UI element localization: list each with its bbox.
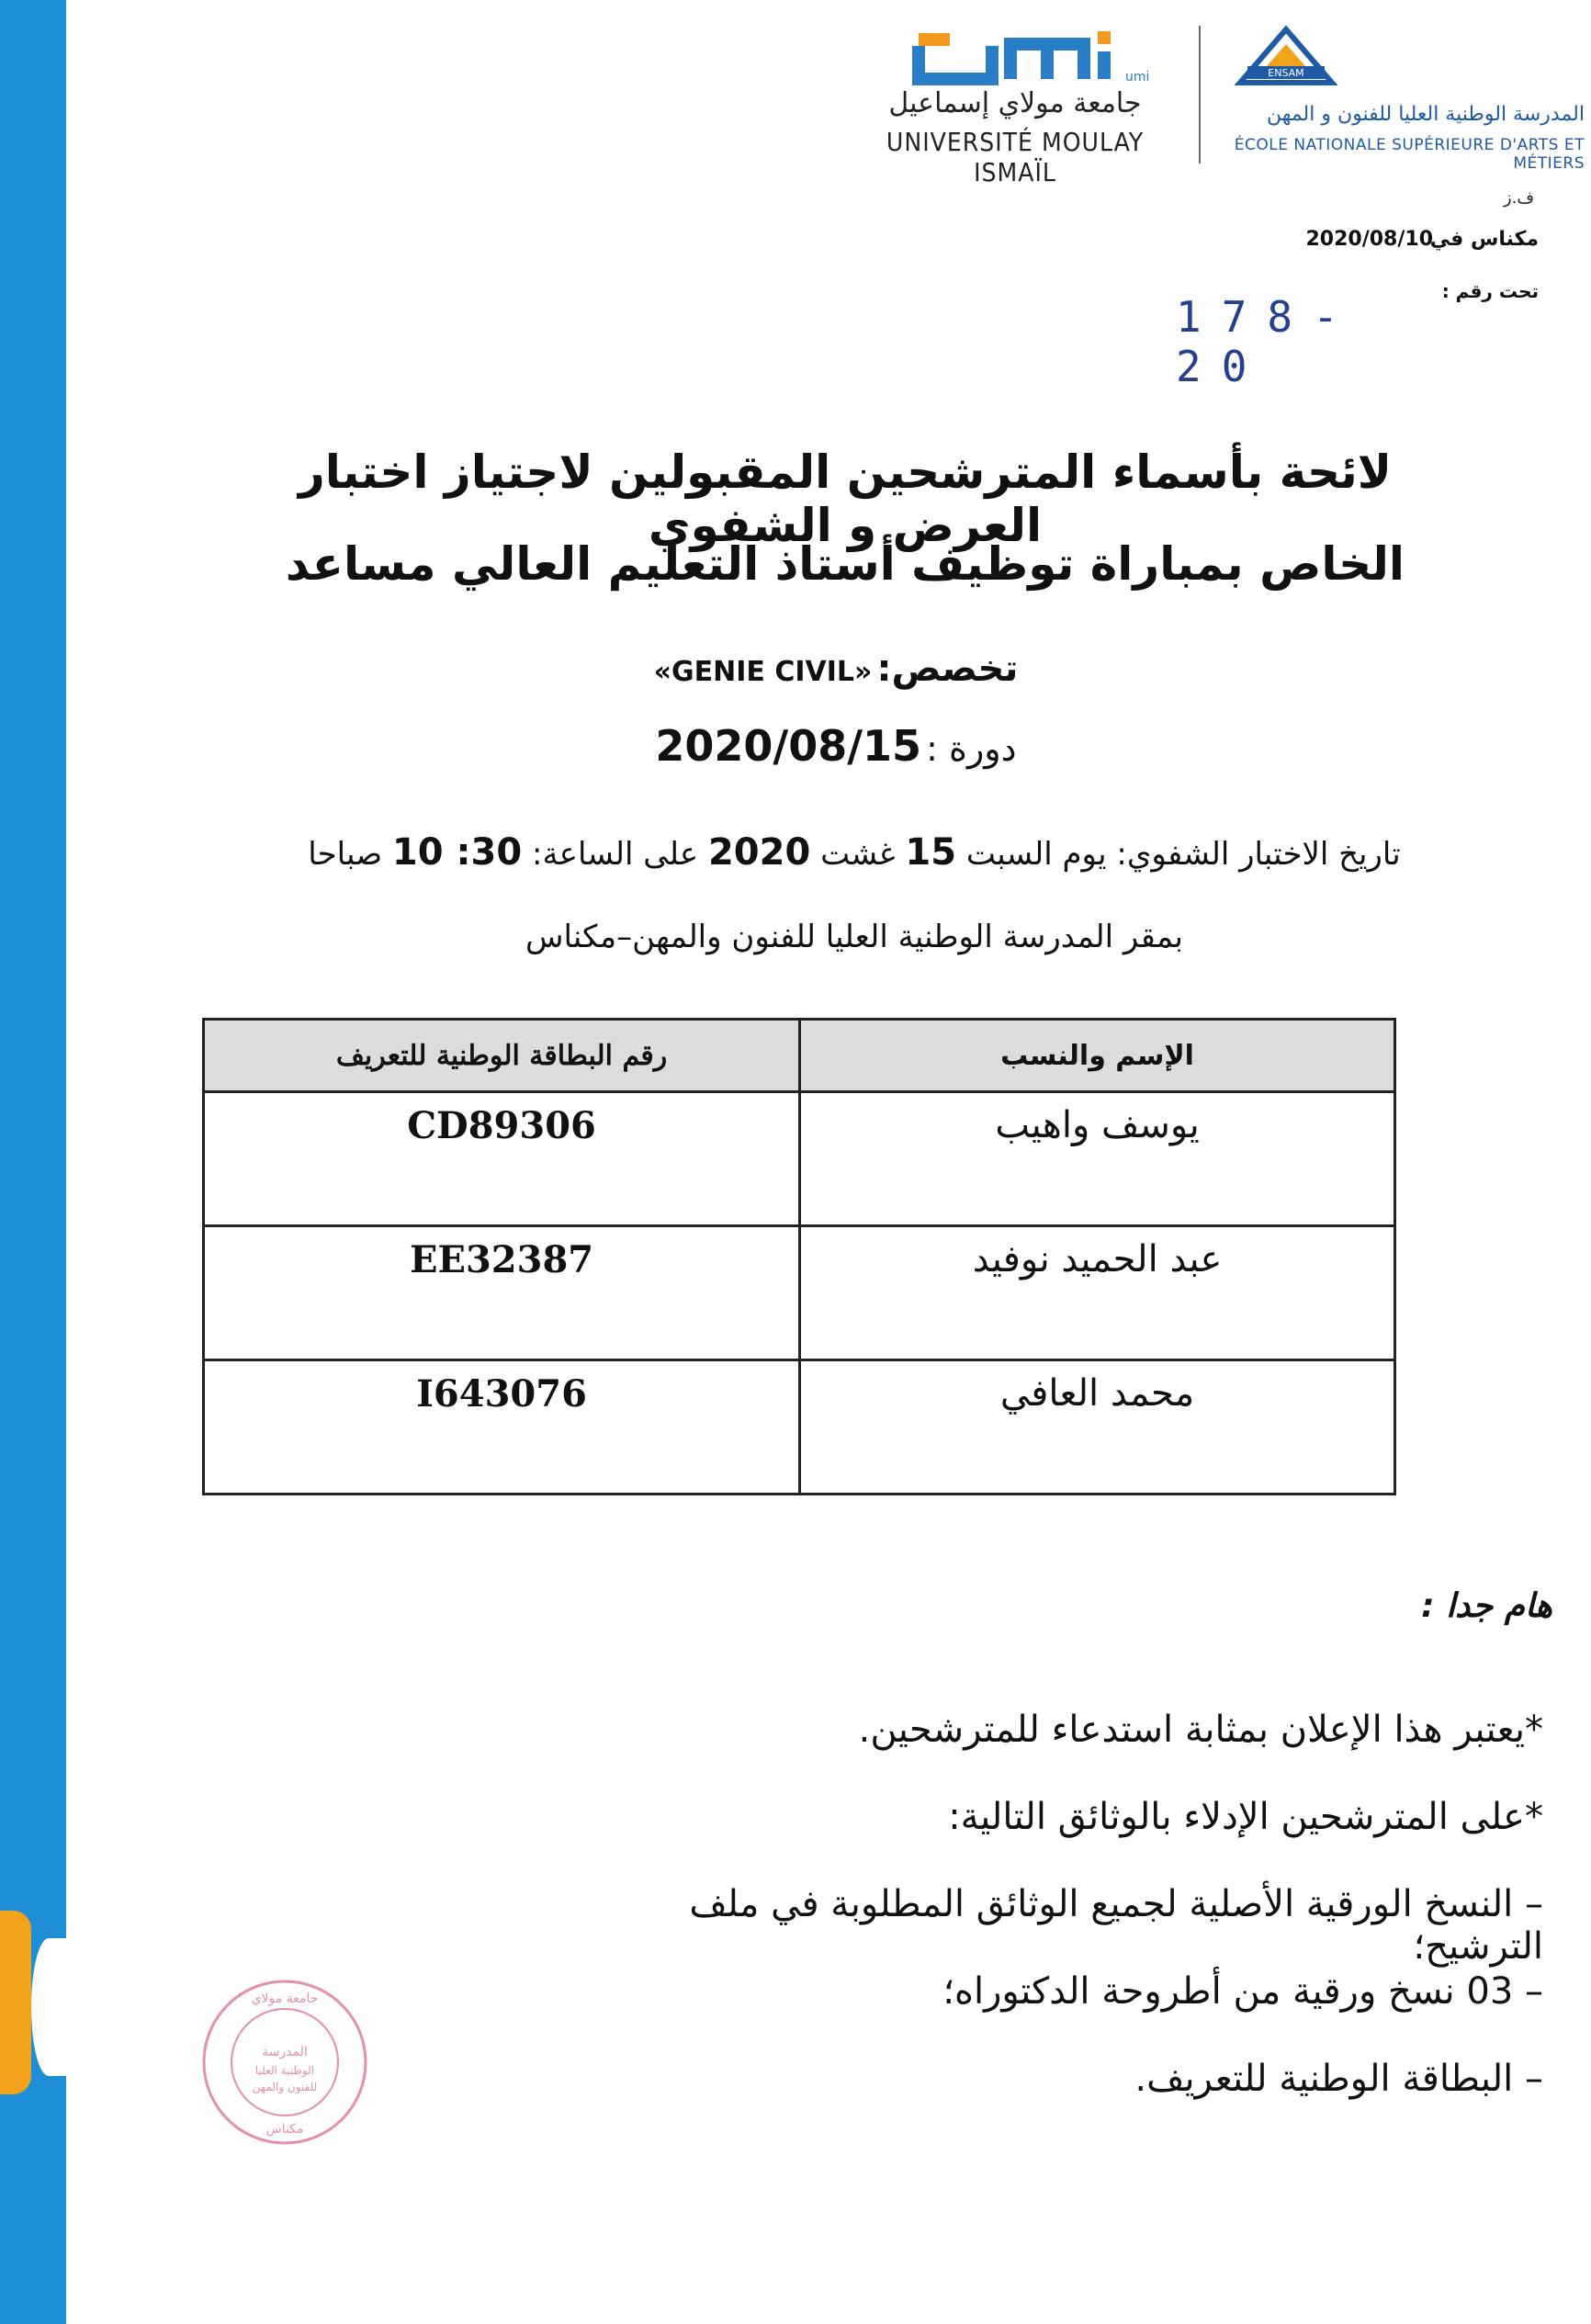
oral-exam-time-label: على الساعة: (531, 836, 699, 873)
header-id: رقم البطاقة الوطنية للتعريف (204, 1020, 800, 1092)
candidate-name: محمد العافي (800, 1360, 1395, 1495)
note-item: *على المترشحين الإدلاء بالوثائق التالية: (948, 1796, 1543, 1838)
table-header-row (204, 1020, 1395, 1092)
candidate-id: EE32387 (204, 1226, 800, 1360)
reference-initials: ف.ز (1503, 188, 1534, 208)
left-bar-orange-accent (0, 1911, 31, 2094)
umi-name-ar: جامعة مولاي إسماعيل (888, 87, 1142, 119)
specialty-value: «GENIE CIVIL» (653, 656, 873, 688)
session-label: دورة : (926, 728, 1017, 769)
note-item: – النسخ الورقية الأصلية لجميع الوثائق المطلوبة في ملف الترشيح؛ (689, 1883, 1543, 1968)
table-row (204, 1226, 1395, 1360)
svg-text:جامعة مولاي: جامعة مولاي (251, 1991, 319, 2006)
candidate-id: CD89306 (204, 1092, 800, 1226)
svg-text:المدرسة: المدرسة (262, 2045, 308, 2059)
table-row (204, 1092, 1395, 1226)
ensam-logo (1231, 26, 1341, 90)
oral-exam-day: 15 (905, 831, 957, 874)
ensam-name-fr: ÉCOLE NATIONALE SUPÉRIEURE D'ARTS ET MÉTIERS (1234, 136, 1585, 173)
oral-exam-month: غشت (820, 836, 896, 873)
important-label: هام جدا : (1421, 1587, 1552, 1625)
oral-exam-time: 30: 10 (391, 831, 523, 874)
document-title-line2: الخاص بمباراة توظيف أستاذ التعليم العالي مساعد (285, 537, 1405, 591)
svg-text:مكناس: مكناس (265, 2122, 304, 2137)
reference-number-stamp: 178-20 (1176, 292, 1359, 391)
candidates-table (202, 1018, 1396, 1495)
candidate-name: عبد الحميد نوفيد (800, 1226, 1395, 1360)
reference-date-label: مكناس في (1429, 228, 1539, 251)
reference-date-value: 2020/08/10 (1305, 228, 1433, 251)
oral-exam-date (276, 831, 1433, 874)
specialty (514, 648, 1157, 690)
candidate-id: I643076 (204, 1360, 800, 1495)
umi-logo (909, 26, 1150, 90)
svg-text:للفنون والمهن: للفنون والمهن (252, 2081, 318, 2093)
header-separator (1199, 26, 1201, 164)
umi-logo-text: umi (1125, 70, 1150, 85)
oral-exam-year: 2020 (707, 831, 811, 874)
session (514, 721, 1157, 771)
oral-exam-time-suffix: صباحا (308, 836, 383, 873)
note-item: – 03 نسخ ورقية من أطروحة الدكتوراه؛ (942, 1970, 1543, 2013)
specialty-label: تخصص: (876, 648, 1019, 690)
note-item: – البطاقة الوطنية للتعريف. (1134, 2058, 1543, 2100)
oral-exam-venue: بمقر المدرسة الوطنية العليا للفنون والمهن–مكناس (525, 919, 1183, 955)
header-name: الإسم والنسب (800, 1020, 1395, 1092)
reference-number-label: تحت رقم : (1441, 280, 1539, 302)
candidate-name: يوسف واهيب (800, 1092, 1395, 1226)
document-title-line1: لائحة بأسماء المترشحين المقبولين لاجتياز اختبار العرض و الشفوي (298, 446, 1393, 552)
left-bar-white-notch (31, 1938, 66, 2076)
official-stamp (197, 1975, 372, 2149)
oral-exam-prefix: تاريخ الاختبار الشفوي: يوم السبت (965, 836, 1401, 873)
session-value: 2020/08/15 (655, 721, 922, 771)
svg-text:الوطنية العليا: الوطنية العليا (254, 2064, 315, 2077)
ensam-logo-text: ENSAM (1268, 67, 1304, 79)
umi-name-fr: UNIVERSITÉ MOULAY ISMAÏL (886, 127, 1145, 187)
note-item: *يعتبر هذا الإعلان بمثابة استدعاء للمترشحين. (858, 1709, 1543, 1751)
ensam-name-ar: المدرسة الوطنية العليا للفنون و المهن (1266, 103, 1585, 126)
table-row (204, 1360, 1395, 1495)
